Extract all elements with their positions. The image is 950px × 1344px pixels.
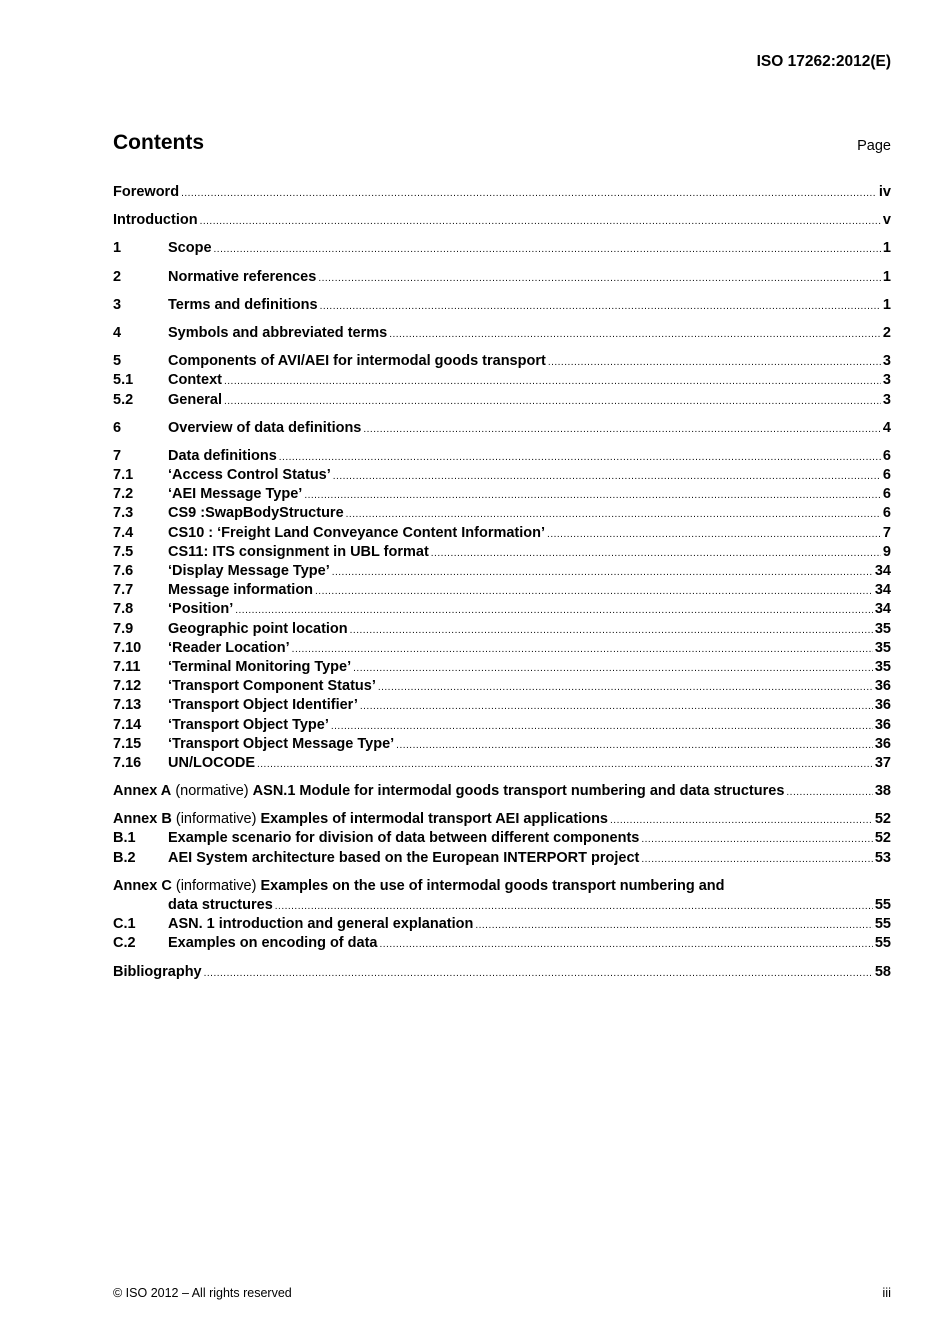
toc-entry-page: 38 — [874, 783, 891, 800]
toc-entry[interactable] — [113, 524, 891, 543]
toc-entry-number: 2 — [113, 268, 122, 285]
toc-entry-page: 36 — [874, 735, 891, 752]
toc-entry[interactable] — [113, 324, 891, 343]
toc-entry-foreword[interactable] — [113, 183, 891, 202]
toc-entry-number: 7.9 — [113, 620, 134, 637]
leader-dots — [475, 916, 873, 935]
toc-entry-page: 55 — [874, 916, 891, 933]
toc-entry-title: ‘Display Message Type’ — [168, 563, 330, 579]
toc-entry-page: 1 — [882, 240, 891, 257]
leader-dots — [378, 678, 873, 697]
toc-entry-title: ‘Transport Object Type’ — [168, 716, 329, 733]
toc-entry-page: 55 — [874, 935, 891, 952]
toc-entry-page: 58 — [874, 963, 891, 980]
leader-dots — [379, 935, 872, 954]
toc-entry-page: 34 — [874, 601, 891, 618]
toc-entry-page: 35 — [874, 658, 891, 675]
toc-entry-number: 6 — [113, 419, 122, 436]
toc-entry-page: 52 — [874, 830, 891, 847]
toc-entry[interactable] — [113, 466, 891, 485]
toc-entry-page: 6 — [882, 505, 891, 522]
toc-entry-page: 52 — [874, 811, 891, 828]
toc-entry-title: Examples on the use of intermodal goods transport numbering and — [260, 877, 725, 894]
leader-dots — [224, 392, 881, 411]
toc-entry-number: 7.11 — [113, 658, 141, 675]
toc-entry-page: 1 — [882, 268, 891, 285]
toc-entry-title: ‘Transport Component Status’ — [168, 678, 376, 695]
leader-dots — [320, 297, 881, 316]
toc-entry[interactable] — [113, 391, 891, 410]
toc-entry-title: ASN.1 Module for intermodal goods transport numbering and data structures — [252, 783, 785, 800]
document-identifier: ISO 17262:2012(E) — [756, 53, 891, 70]
toc-entry-annex-b[interactable] — [113, 810, 891, 829]
toc-entry-number: 7.14 — [113, 716, 142, 733]
toc-entry-number: 7.7 — [113, 582, 134, 599]
toc-entry-title: CS9 :SwapBodyStructure — [168, 505, 344, 522]
toc-entry-title: ‘Terminal Monitoring Type’ — [168, 658, 352, 675]
toc-entry[interactable] — [113, 268, 891, 287]
toc-entry-title: Terms and definitions — [168, 296, 318, 313]
toc-entry-page: 4 — [882, 419, 891, 436]
toc-entry-page: 6 — [882, 467, 891, 484]
annex-kind: (informative) — [175, 811, 257, 828]
leader-dots — [275, 897, 873, 916]
toc-entry-number: 7.1 — [113, 467, 134, 484]
toc-entry[interactable] — [113, 419, 891, 438]
toc-entry-page: 36 — [874, 697, 891, 714]
leader-dots — [363, 420, 881, 439]
toc-entry-number: 5 — [113, 353, 122, 370]
toc-entry-page: 36 — [874, 716, 891, 733]
toc-entry-title: Examples on encoding of data — [168, 935, 378, 952]
toc-entry-title: ‘Transport Object Message Type’ — [168, 735, 395, 752]
toc-entry-number: C.2 — [113, 935, 136, 952]
toc-entry-number: 3 — [113, 296, 122, 313]
page-number: iii — [882, 1285, 891, 1300]
toc-entry[interactable] — [113, 754, 891, 773]
leader-dots — [257, 755, 873, 774]
toc-entry-annex-a[interactable] — [113, 782, 891, 801]
toc-entry-number: B.2 — [113, 849, 136, 866]
leader-dots — [547, 525, 881, 544]
toc-entry-number: B.1 — [113, 830, 136, 847]
leader-dots — [214, 240, 881, 259]
toc-entry-title: Examples of intermodal transport AEI applications — [260, 811, 609, 828]
toc-entry[interactable] — [113, 581, 891, 600]
page-title: Contents — [113, 131, 204, 154]
leader-dots — [389, 325, 881, 344]
toc-entry-title: ‘AEI Message Type’ — [168, 486, 303, 503]
toc-entry[interactable] — [113, 696, 891, 715]
annex-kind: (informative) — [175, 877, 257, 894]
toc-entry-title: Geographic point location — [168, 620, 348, 637]
leader-dots — [315, 582, 873, 601]
toc-entry-title: ‘Position’ — [168, 601, 234, 618]
toc-entry-title: Context — [168, 372, 222, 389]
copyright-notice: © ISO 2012 – All rights reserved — [113, 1286, 292, 1300]
toc-entry[interactable] — [113, 239, 891, 258]
toc-entry-page: 35 — [874, 620, 891, 637]
toc-entry[interactable] — [113, 829, 891, 848]
toc-entry-number: 7.4 — [113, 524, 134, 541]
annex-kind: (normative) — [175, 783, 249, 800]
toc-entry-page: 34 — [874, 582, 891, 599]
leader-dots — [224, 372, 881, 391]
annex-label: Annex B — [113, 811, 172, 828]
toc-entry-page: 9 — [882, 543, 891, 560]
leader-dots — [353, 659, 873, 678]
toc-entry-title: Example scenario for division of data between different components — [168, 830, 640, 847]
leader-dots — [181, 184, 877, 203]
leader-dots — [331, 717, 873, 736]
toc-entry[interactable] — [113, 447, 891, 466]
toc-entry-title: CS10 : ‘Freight Land Conveyance Content Information’ — [168, 524, 546, 541]
toc-entry-number: 5.2 — [113, 391, 134, 408]
toc-entry-title: AEI System architecture based on the European INTERPORT project — [168, 849, 640, 866]
toc-entry-introduction[interactable] — [113, 211, 891, 230]
toc-entry-number: 7.2 — [113, 486, 134, 503]
toc-entry-title: Scope — [168, 240, 212, 257]
leader-dots — [786, 783, 872, 802]
leader-dots — [279, 448, 881, 467]
toc-entry-title: ‘Reader Location’ — [168, 639, 290, 656]
toc-entry-annex-c-continuation[interactable] — [113, 896, 891, 915]
toc-entry[interactable] — [113, 915, 891, 934]
toc-entry-title: ASN. 1 introduction and general explanation — [168, 916, 474, 933]
toc-entry-title: ‘Transport Object Identifier’ — [168, 697, 358, 714]
toc-entry-page: 55 — [874, 897, 891, 913]
toc-entry-number: 5.1 — [113, 372, 134, 389]
toc-entry[interactable] — [113, 600, 891, 619]
toc-entry-page: v — [882, 212, 891, 229]
toc-entry-page: 3 — [882, 391, 891, 408]
leader-dots — [548, 353, 881, 372]
toc-entry-title: UN/LOCODE — [168, 754, 255, 771]
toc-entry-title: Symbols and abbreviated terms — [168, 324, 388, 341]
toc-entry-annex-c[interactable] — [113, 877, 891, 896]
toc-entry-title: Data definitions — [168, 447, 277, 464]
toc-entry[interactable] — [113, 934, 891, 953]
toc-entry-page: 1 — [882, 296, 891, 313]
toc-entry-title: Foreword — [113, 184, 180, 200]
table-of-contents — [113, 183, 891, 982]
toc-entry-number: 7.10 — [113, 639, 142, 656]
toc-entry-title: Normative references — [168, 268, 317, 285]
toc-entry-title: General — [168, 391, 222, 408]
toc-entry-number: 4 — [113, 324, 122, 341]
leader-dots — [350, 621, 873, 640]
toc-entry-title: Bibliography — [113, 963, 202, 980]
toc-entry-number: C.1 — [113, 916, 136, 933]
leader-dots — [292, 640, 873, 659]
leader-dots — [204, 964, 873, 983]
annex-label: Annex A — [113, 783, 172, 800]
toc-entry-page: 7 — [882, 524, 891, 541]
leader-dots — [610, 811, 873, 830]
toc-entry-bibliography[interactable] — [113, 963, 891, 982]
leader-dots — [641, 850, 873, 869]
annex-label: Annex C — [113, 877, 172, 894]
leader-dots — [200, 212, 881, 231]
toc-entry-number: 7.6 — [113, 563, 134, 579]
toc-entry-page: 37 — [874, 754, 891, 771]
toc-entry-number: 7.3 — [113, 505, 134, 522]
toc-entry[interactable] — [113, 849, 891, 868]
toc-entry-title: Components of AVI/AEI for intermodal goods transport — [168, 353, 546, 370]
toc-entry[interactable] — [113, 543, 891, 562]
leader-dots — [641, 830, 873, 849]
toc-entry-number: 7.13 — [113, 697, 142, 714]
leader-dots — [431, 544, 881, 563]
page-column-label: Page — [857, 138, 891, 154]
toc-entry[interactable] — [113, 620, 891, 639]
toc-entry-page: 3 — [882, 353, 891, 370]
leader-dots — [235, 601, 873, 620]
toc-entry-number: 7.5 — [113, 543, 134, 560]
leader-dots — [360, 697, 873, 716]
toc-entry-title-continued: data structures — [168, 897, 273, 913]
toc-entry[interactable] — [113, 504, 891, 523]
leader-dots — [318, 269, 881, 288]
toc-entry[interactable] — [113, 352, 891, 371]
toc-entry[interactable] — [113, 658, 891, 677]
toc-entry[interactable] — [113, 735, 891, 754]
leader-dots — [304, 486, 881, 505]
toc-entry[interactable] — [113, 296, 891, 315]
toc-entry[interactable] — [113, 485, 891, 504]
toc-entry-title: Introduction — [113, 212, 198, 229]
toc-entry-page: 34 — [874, 563, 891, 579]
toc-entry-number: 7.16 — [113, 754, 142, 771]
toc-entry-title: Overview of data definitions — [168, 419, 362, 436]
toc-entry[interactable] — [113, 716, 891, 735]
toc-entry-page: 2 — [882, 324, 891, 341]
toc-entry-number: 7 — [113, 447, 122, 464]
leader-dots — [346, 505, 881, 524]
toc-entry-title: CS11: ITS consignment in UBL format — [168, 543, 429, 560]
toc-entry-number: 7.8 — [113, 601, 134, 618]
leader-dots — [396, 736, 873, 755]
toc-entry-title: Message information — [168, 582, 314, 599]
leader-dots — [332, 563, 873, 582]
leader-dots — [333, 467, 881, 486]
toc-entry-page: 35 — [874, 639, 891, 656]
toc-entry-number: 7.12 — [113, 678, 142, 695]
toc-entry[interactable] — [113, 371, 891, 390]
toc-entry-page: 53 — [874, 849, 891, 866]
toc-entry-page: 6 — [882, 486, 891, 503]
toc-entry-page: 36 — [874, 678, 891, 695]
toc-entry-page: 3 — [882, 372, 891, 389]
toc-entry-page: 6 — [882, 447, 891, 464]
toc-entry[interactable] — [113, 562, 891, 581]
toc-entry[interactable] — [113, 677, 891, 696]
toc-entry-title: ‘Access Control Status’ — [168, 467, 331, 484]
toc-entry-number: 7.15 — [113, 735, 142, 752]
toc-entry-number: 1 — [113, 240, 122, 257]
toc-entry-page: iv — [878, 184, 891, 200]
toc-entry[interactable] — [113, 639, 891, 658]
